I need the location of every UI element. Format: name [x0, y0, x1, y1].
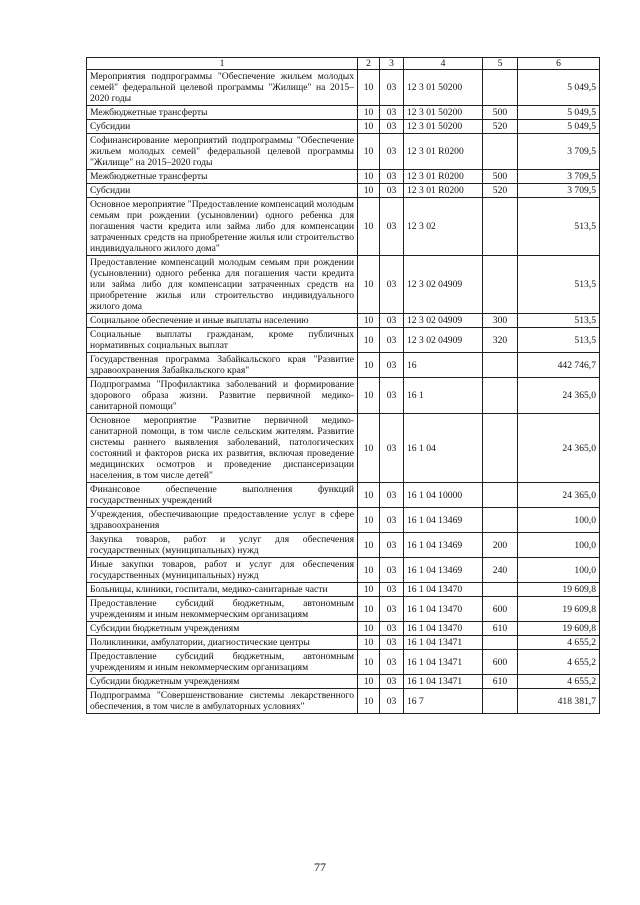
row-subsection: 03: [380, 134, 404, 170]
row-amount: 513,5: [518, 328, 600, 353]
table-row: [87, 675, 600, 689]
table-row: [87, 328, 600, 353]
row-name: Подпрограмма "Совершенствование системы лекарственного обеспечения, в том числе в амбулаторных условиях": [87, 689, 358, 714]
row-amount: 100,0: [518, 508, 600, 533]
table-row: [87, 636, 600, 650]
row-target-article: 16: [404, 353, 483, 378]
row-section: 10: [358, 198, 380, 256]
row-amount: 442 746,7: [518, 353, 600, 378]
table-row: [87, 70, 600, 106]
row-subsection: 03: [380, 198, 404, 256]
row-target-article: 16 7: [404, 689, 483, 714]
row-name: Субсидии бюджетным учреждениям: [87, 622, 358, 636]
table-row: [87, 378, 600, 414]
table-row: [87, 184, 600, 198]
row-target-article: 16 1 04 13469: [404, 533, 483, 558]
col-header-name: 1: [87, 58, 358, 70]
table-row: [87, 120, 600, 134]
row-subsection: 03: [380, 378, 404, 414]
row-name: Софинансирование мероприятий подпрограммы "Обеспечение жильем молодых семей" федеральной целевой программы "Жилище" на 2015–2020 годы: [87, 134, 358, 170]
row-expense-type: 240: [483, 558, 518, 583]
row-expense-type: [483, 378, 518, 414]
row-target-article: 12 3 01 R0200: [404, 184, 483, 198]
row-subsection: 03: [380, 120, 404, 134]
row-target-article: 16 1 04 13470: [404, 622, 483, 636]
row-name: Поликлиники, амбулатории, диагностические центры: [87, 636, 358, 650]
row-expense-type: [483, 508, 518, 533]
page-number: 77: [314, 860, 326, 874]
row-amount: 4 655,2: [518, 636, 600, 650]
table-row: [87, 650, 600, 675]
row-subsection: 03: [380, 414, 404, 483]
row-amount: 24 365,0: [518, 483, 600, 508]
row-target-article: 12 3 01 50200: [404, 120, 483, 134]
row-subsection: 03: [380, 597, 404, 622]
row-name: Межбюджетные трансферты: [87, 170, 358, 184]
row-amount: 100,0: [518, 533, 600, 558]
row-section: 10: [358, 120, 380, 134]
row-target-article: 12 3 02 04909: [404, 314, 483, 328]
row-name: Мероприятия подпрограммы "Обеспечение жильем молодых семей" федеральной целевой программы "Жилище" на 2015–2020 годы: [87, 70, 358, 106]
row-amount: 5 049,5: [518, 106, 600, 120]
row-section: 10: [358, 533, 380, 558]
row-section: 10: [358, 675, 380, 689]
row-name: Субсидии бюджетным учреждениям: [87, 675, 358, 689]
row-target-article: 16 1 04 13470: [404, 597, 483, 622]
row-name: Иные закупки товаров, работ и услуг для обеспечения государственных (муниципальных) нужд: [87, 558, 358, 583]
table-row: [87, 106, 600, 120]
row-amount: 4 655,2: [518, 650, 600, 675]
row-amount: 100,0: [518, 558, 600, 583]
row-subsection: 03: [380, 622, 404, 636]
row-section: 10: [358, 170, 380, 184]
table-row: [87, 256, 600, 314]
table-row: [87, 314, 600, 328]
row-subsection: 03: [380, 184, 404, 198]
col-header-target-article: 4: [404, 58, 483, 70]
row-amount: 513,5: [518, 314, 600, 328]
row-subsection: 03: [380, 483, 404, 508]
row-target-article: 12 3 01 R0200: [404, 170, 483, 184]
row-section: 10: [358, 314, 380, 328]
table-body: [87, 70, 600, 714]
row-expense-type: [483, 353, 518, 378]
row-section: 10: [358, 508, 380, 533]
row-target-article: 16 1 04 13469: [404, 508, 483, 533]
row-expense-type: [483, 583, 518, 597]
table-row: [87, 622, 600, 636]
row-subsection: 03: [380, 353, 404, 378]
table-row: [87, 353, 600, 378]
row-name: Субсидии: [87, 184, 358, 198]
row-target-article: 12 3 02 04909: [404, 328, 483, 353]
row-section: 10: [358, 353, 380, 378]
row-name: Основное мероприятие "Предоставление компенсаций молодым семьям при рождении (усыновлении) одного ребенка для погашения части кредита или займа либо для компенсации затраченных средств на приобретение жилья или строительство индивидуального жилого дома": [87, 198, 358, 256]
row-amount: 5 049,5: [518, 70, 600, 106]
row-name: Подпрограмма "Профилактика заболеваний и формирование здорового образа жизни. Развитие первичной медико-санитарной помощи": [87, 378, 358, 414]
row-name: Межбюджетные трансферты: [87, 106, 358, 120]
row-target-article: 12 3 02: [404, 198, 483, 256]
row-subsection: 03: [380, 636, 404, 650]
row-expense-type: 610: [483, 675, 518, 689]
row-section: 10: [358, 689, 380, 714]
table-row: [87, 689, 600, 714]
row-expense-type: 600: [483, 597, 518, 622]
row-section: 10: [358, 70, 380, 106]
row-subsection: 03: [380, 314, 404, 328]
row-amount: 19 609,8: [518, 583, 600, 597]
row-target-article: 12 3 01 R0200: [404, 134, 483, 170]
row-target-article: 16 1 04 13469: [404, 558, 483, 583]
row-target-article: 12 3 01 50200: [404, 70, 483, 106]
table-row: [87, 483, 600, 508]
row-subsection: 03: [380, 508, 404, 533]
budget-table: [86, 57, 600, 714]
row-expense-type: [483, 636, 518, 650]
row-amount: 4 655,2: [518, 675, 600, 689]
row-section: 10: [358, 650, 380, 675]
row-name: Социальное обеспечение и иные выплаты населению: [87, 314, 358, 328]
row-amount: 418 381,7: [518, 689, 600, 714]
row-expense-type: [483, 198, 518, 256]
row-section: 10: [358, 256, 380, 314]
col-header-section: 2: [358, 58, 380, 70]
row-subsection: 03: [380, 256, 404, 314]
table-row: [87, 170, 600, 184]
row-subsection: 03: [380, 328, 404, 353]
row-expense-type: [483, 483, 518, 508]
row-name: Закупка товаров, работ и услуг для обеспечения государственных (муниципальных) нужд: [87, 533, 358, 558]
row-name: Государственная программа Забайкальского края "Развитие здравоохранения Забайкальского края": [87, 353, 358, 378]
row-expense-type: [483, 689, 518, 714]
row-name: Социальные выплаты гражданам, кроме публичных нормативных социальных выплат: [87, 328, 358, 353]
row-subsection: 03: [380, 558, 404, 583]
row-name: Предоставление субсидий бюджетным, автономным учреждениям и иным некоммерческим организациям: [87, 597, 358, 622]
row-subsection: 03: [380, 675, 404, 689]
row-expense-type: 300: [483, 314, 518, 328]
row-expense-type: 320: [483, 328, 518, 353]
row-subsection: 03: [380, 70, 404, 106]
table-row: [87, 134, 600, 170]
row-expense-type: 200: [483, 533, 518, 558]
row-name: Финансовое обеспечение выполнения функций государственных учреждений: [87, 483, 358, 508]
row-amount: 24 365,0: [518, 414, 600, 483]
row-section: 10: [358, 622, 380, 636]
row-target-article: 16 1 04 13470: [404, 583, 483, 597]
row-target-article: 16 1 04: [404, 414, 483, 483]
row-target-article: 12 3 02 04909: [404, 256, 483, 314]
col-header-expense-type: 5: [483, 58, 518, 70]
row-expense-type: [483, 414, 518, 483]
row-amount: 5 049,5: [518, 120, 600, 134]
row-name: Субсидии: [87, 120, 358, 134]
row-name: Основное мероприятие "Развитие первичной медико-санитарной помощи, в том числе сельским жителям. Развитие системы раннего выявления заболеваний, патологических состояний и факторов риска их развития, включая проведение медицинских осмотров и проведение диспансеризации населения, в том числе детей": [87, 414, 358, 483]
row-section: 10: [358, 558, 380, 583]
table-row: [87, 558, 600, 583]
row-subsection: 03: [380, 106, 404, 120]
col-header-amount: 6: [518, 58, 600, 70]
table-row: [87, 198, 600, 256]
row-expense-type: [483, 134, 518, 170]
row-expense-type: [483, 256, 518, 314]
header-row: [87, 58, 600, 70]
row-target-article: 16 1 04 13471: [404, 636, 483, 650]
row-section: 10: [358, 414, 380, 483]
col-header-subsection: 3: [380, 58, 404, 70]
row-section: 10: [358, 184, 380, 198]
row-amount: 513,5: [518, 256, 600, 314]
row-section: 10: [358, 583, 380, 597]
row-expense-type: 500: [483, 106, 518, 120]
table-row: [87, 583, 600, 597]
row-section: 10: [358, 597, 380, 622]
row-subsection: 03: [380, 170, 404, 184]
row-target-article: 16 1: [404, 378, 483, 414]
table-row: [87, 414, 600, 483]
row-name: Предоставление субсидий бюджетным, автономным учреждениям и иным некоммерческим организациям: [87, 650, 358, 675]
row-amount: 19 609,8: [518, 597, 600, 622]
row-expense-type: 600: [483, 650, 518, 675]
row-amount: 24 365,0: [518, 378, 600, 414]
row-expense-type: 520: [483, 120, 518, 134]
row-target-article: 16 1 04 13471: [404, 675, 483, 689]
row-section: 10: [358, 328, 380, 353]
row-amount: 3 709,5: [518, 170, 600, 184]
row-target-article: 16 1 04 13471: [404, 650, 483, 675]
row-amount: 513,5: [518, 198, 600, 256]
table-row: [87, 597, 600, 622]
row-name: Учреждения, обеспечивающие предоставление услуг в сфере здравоохранения: [87, 508, 358, 533]
row-expense-type: 520: [483, 184, 518, 198]
row-target-article: 12 3 01 50200: [404, 106, 483, 120]
row-section: 10: [358, 106, 380, 120]
row-subsection: 03: [380, 533, 404, 558]
row-subsection: 03: [380, 583, 404, 597]
table-row: [87, 533, 600, 558]
row-amount: 19 609,8: [518, 622, 600, 636]
row-section: 10: [358, 134, 380, 170]
table-row: [87, 508, 600, 533]
row-expense-type: 610: [483, 622, 518, 636]
row-expense-type: [483, 70, 518, 106]
row-amount: 3 709,5: [518, 184, 600, 198]
row-name: Предоставление компенсаций молодым семьям при рождении (усыновлении) одного ребенка для погашения части кредита или займа либо для компенсации затраченных средств на приобретение жилья или строительство индивидуального жилого дома: [87, 256, 358, 314]
row-expense-type: 500: [483, 170, 518, 184]
row-section: 10: [358, 378, 380, 414]
row-subsection: 03: [380, 689, 404, 714]
row-section: 10: [358, 483, 380, 508]
row-name: Больницы, клиники, госпитали, медико-санитарные части: [87, 583, 358, 597]
row-amount: 3 709,5: [518, 134, 600, 170]
row-section: 10: [358, 636, 380, 650]
row-target-article: 16 1 04 10000: [404, 483, 483, 508]
row-subsection: 03: [380, 650, 404, 675]
